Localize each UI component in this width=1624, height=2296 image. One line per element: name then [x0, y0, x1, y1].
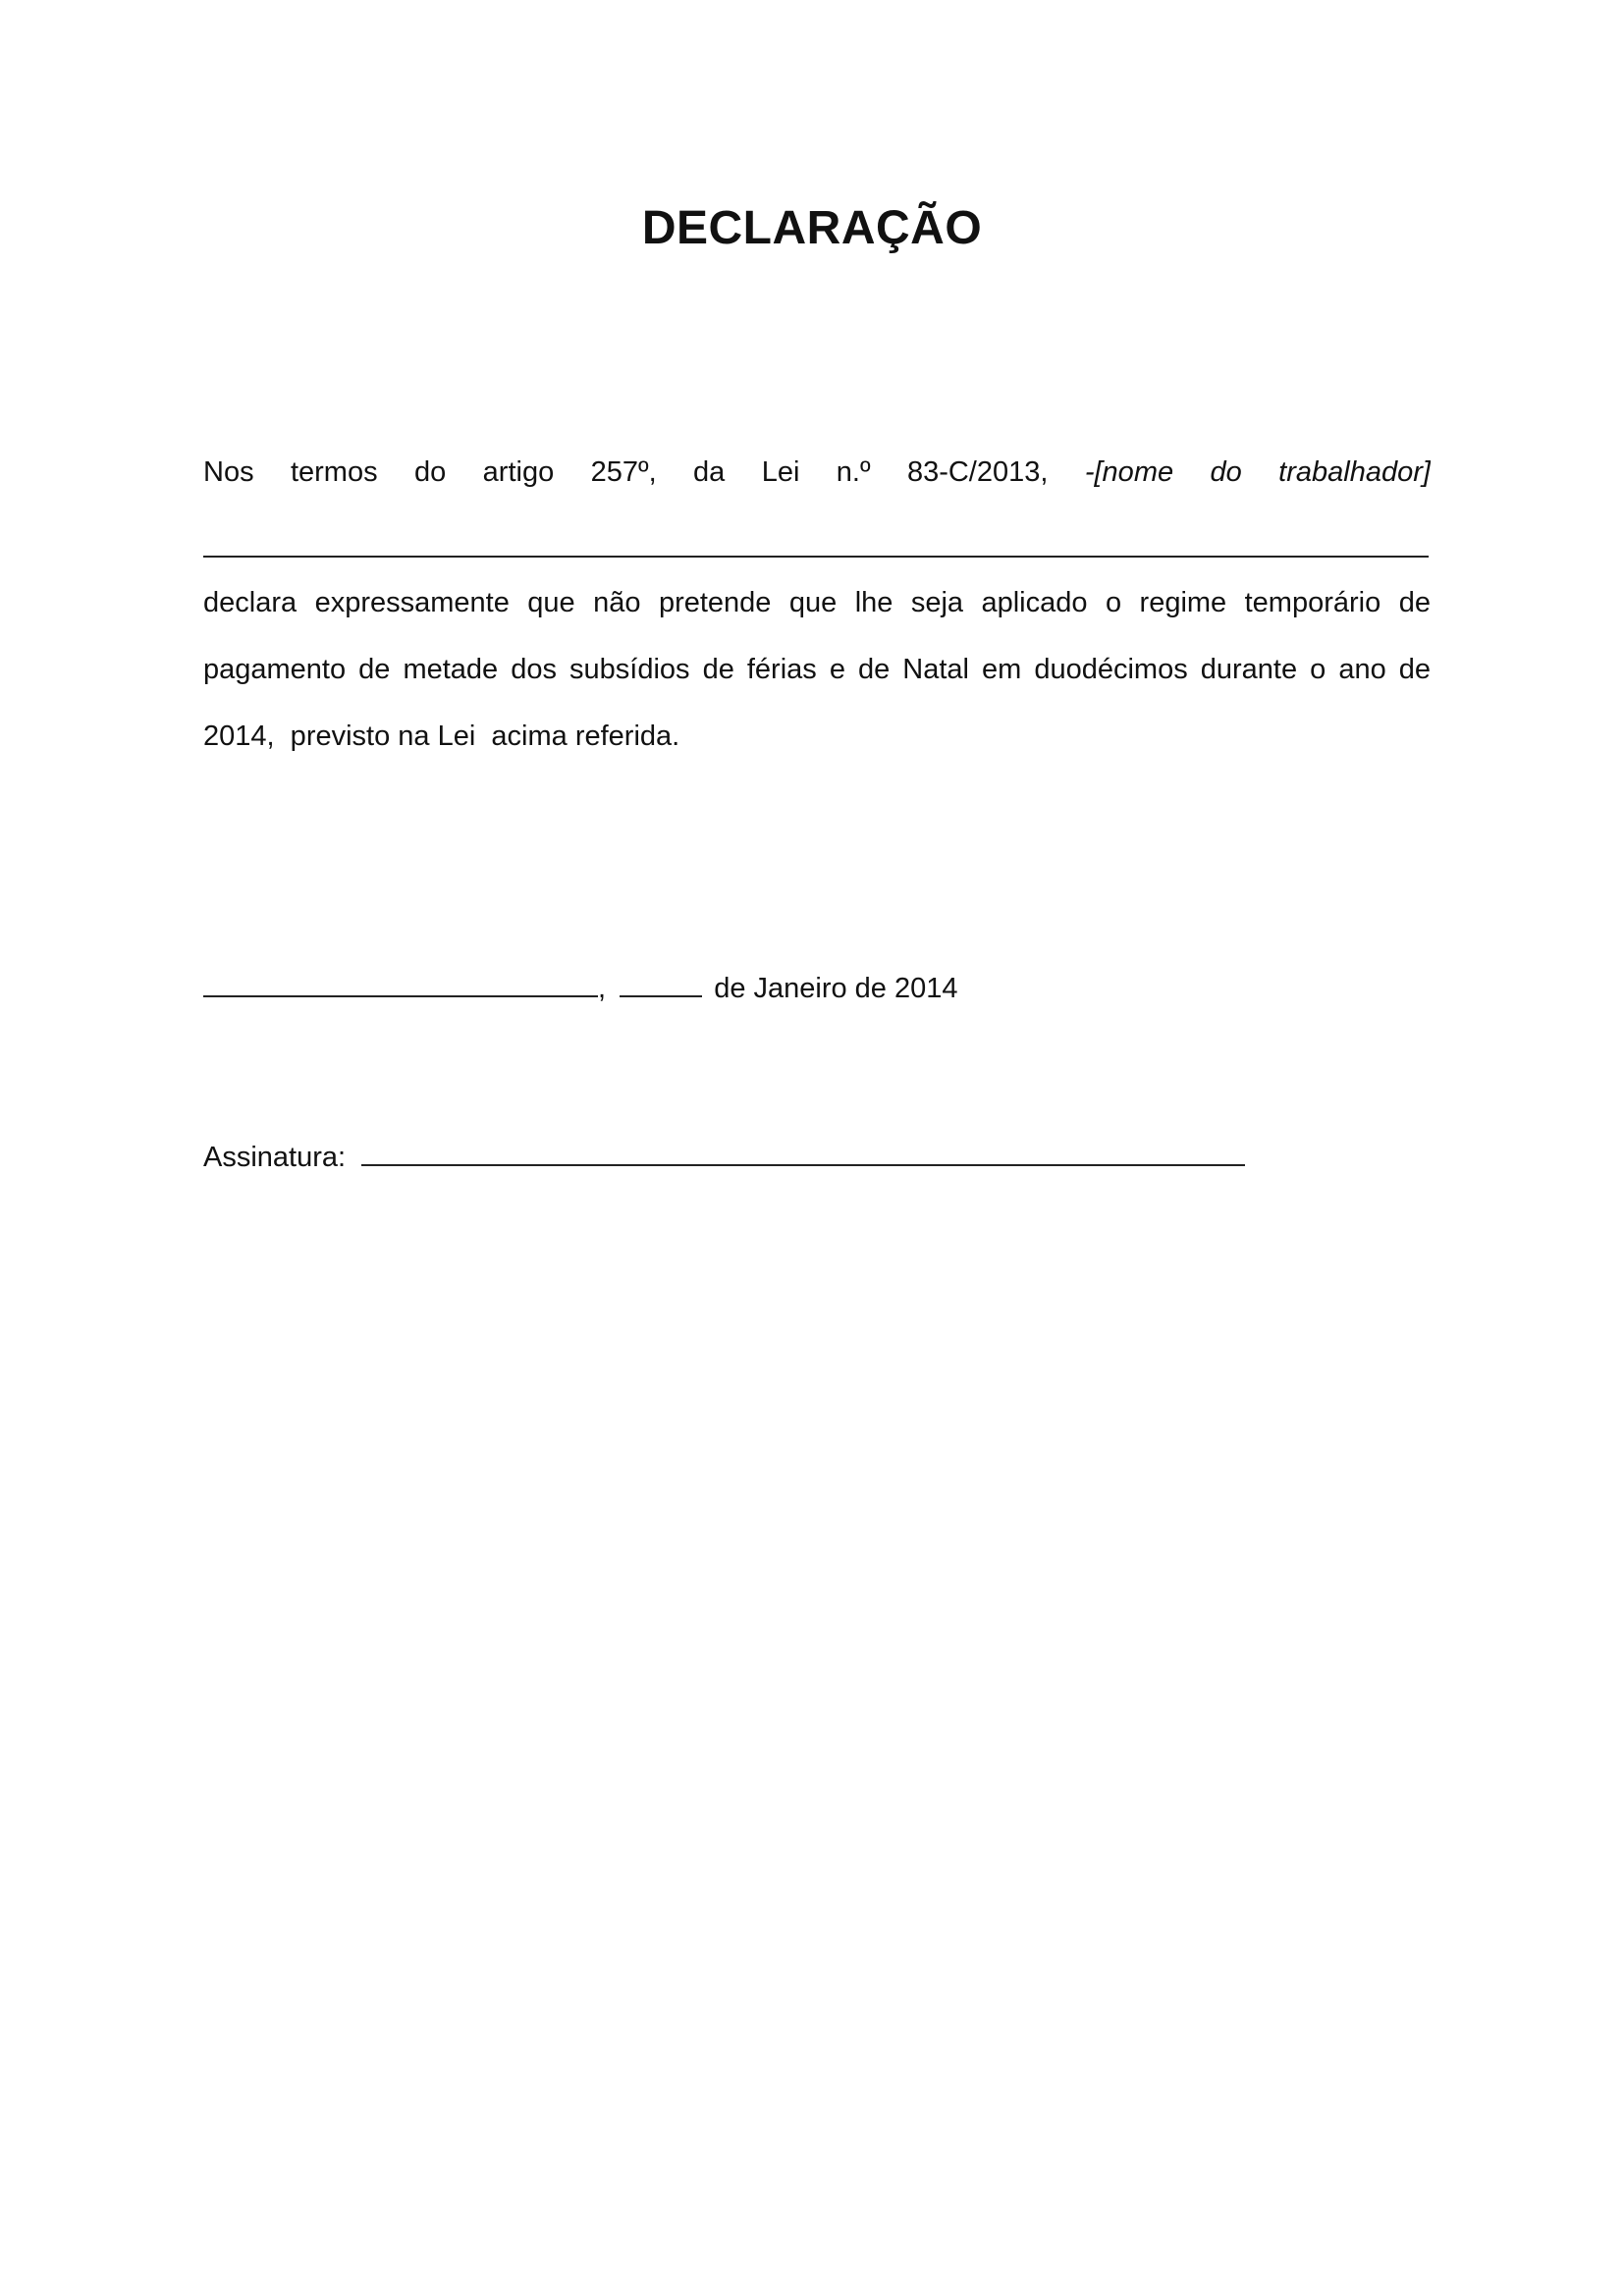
paragraph-line-2	[203, 587, 1431, 619]
word: da	[693, 456, 726, 488]
word: de	[1398, 587, 1431, 618]
word: de	[702, 654, 734, 685]
word: regime	[1139, 587, 1227, 618]
word-placeholder: trabalhador]	[1278, 456, 1431, 488]
document-title: DECLARAÇÃO	[641, 202, 983, 254]
word: não	[593, 587, 641, 618]
word: expressamente	[314, 587, 510, 618]
worker-name-blank-line	[203, 556, 1429, 558]
word: dos	[511, 654, 557, 685]
word: pagamento	[203, 654, 347, 685]
word: declara	[203, 587, 298, 618]
date-separator: ,	[598, 973, 607, 1004]
word: o	[1310, 654, 1326, 685]
word-placeholder: do	[1210, 456, 1242, 488]
paragraph-line-4: 2014, previsto na Lei acima referida.	[203, 721, 680, 752]
word: férias	[746, 654, 817, 685]
word: de	[1398, 654, 1431, 685]
word: duodécimos	[1034, 654, 1188, 685]
word: 257º,	[590, 456, 657, 488]
word-placeholder: -[nome	[1084, 456, 1174, 488]
word: temporário	[1244, 587, 1381, 618]
word: do	[414, 456, 447, 488]
word: que	[788, 587, 838, 618]
word: artigo	[482, 456, 555, 488]
word: pretende	[658, 587, 772, 618]
signature-line	[203, 1141, 1431, 1174]
word: e	[829, 654, 845, 685]
word: aplicado	[981, 587, 1088, 618]
date-text: de Janeiro de 2014	[714, 973, 958, 1004]
paragraph-line-3	[203, 654, 1431, 686]
word: seja	[910, 587, 964, 618]
word: o	[1105, 587, 1122, 618]
word: ano	[1338, 654, 1386, 685]
word: que	[527, 587, 575, 618]
word: n.º	[836, 456, 871, 488]
place-blank[interactable]	[203, 972, 598, 997]
word: Lei	[761, 456, 800, 488]
word: lhe	[854, 587, 893, 618]
signature-blank[interactable]	[361, 1141, 1245, 1166]
word: Natal	[902, 654, 969, 685]
word: termos	[290, 456, 378, 488]
word: de	[358, 654, 391, 685]
date-line	[203, 972, 1431, 1005]
word: 83-C/2013,	[906, 456, 1049, 488]
word: subsídios	[569, 654, 690, 685]
word: durante	[1200, 654, 1298, 685]
word: de	[857, 654, 891, 685]
day-blank[interactable]	[620, 972, 702, 997]
word: metade	[403, 654, 499, 685]
paragraph-line-1	[203, 456, 1431, 489]
signature-label: Assinatura:	[203, 1142, 347, 1173]
word: Nos	[203, 456, 254, 488]
word: em	[982, 654, 1022, 685]
